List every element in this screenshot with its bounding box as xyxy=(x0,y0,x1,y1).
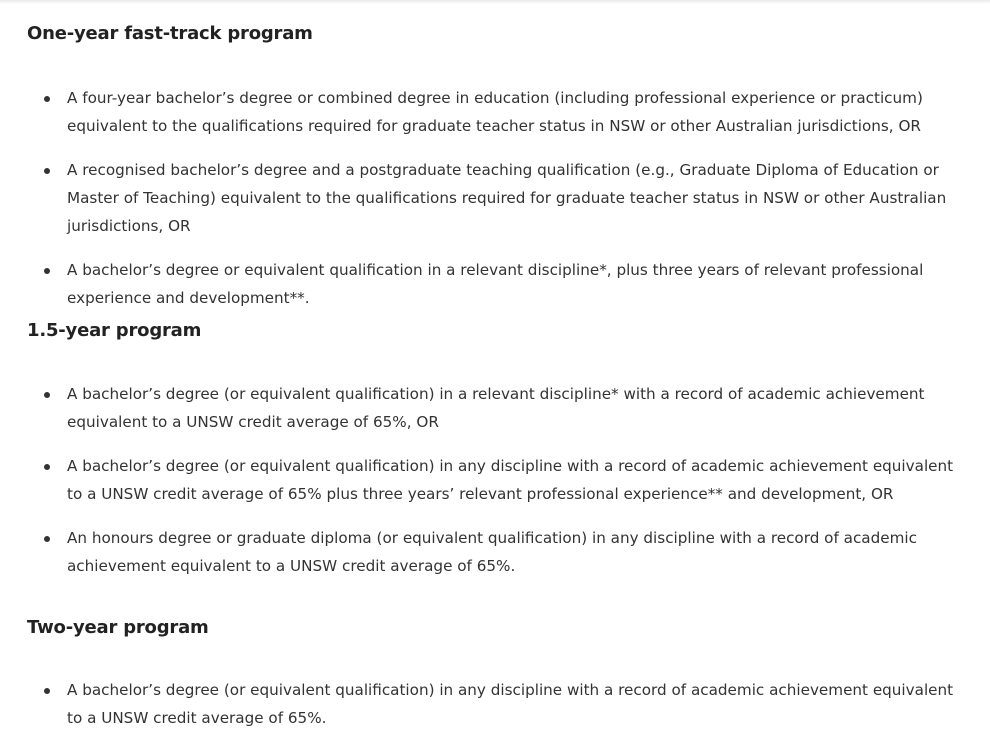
bullet-icon xyxy=(44,96,50,102)
list-item-text: A bachelor’s degree (or equivalent qualification) in a relevant discipline* with a record of academic achievement equivalent to a UNSW credit average of 65%, OR xyxy=(67,385,925,431)
list-item xyxy=(0,676,990,732)
heading-one-year-program: One-year fast-track program xyxy=(27,23,313,44)
list-item xyxy=(0,84,990,140)
list-item-text: A bachelor’s degree (or equivalent qualification) in any discipline with a record of academic achievement equivalent to a UNSW credit average of 65%. xyxy=(67,681,954,727)
list-item xyxy=(0,452,990,508)
top-shadow xyxy=(0,0,990,4)
list-item-text: An honours degree or graduate diploma (or equivalent qualification) in any discipline with a record of academic achievement equivalent to a UNSW credit average of 65%. xyxy=(67,529,917,575)
bullet-icon xyxy=(44,464,50,470)
list-item xyxy=(0,524,990,580)
list-item xyxy=(0,380,990,436)
bullet-icon xyxy=(44,168,50,174)
list-item-text: A recognised bachelor’s degree and a postgraduate teaching qualification (e.g., Graduate Diploma of Education or Master of Teaching) equivalent to the qualifications required for graduate teacher status in NSW or other Australian jurisdictions, OR xyxy=(67,161,947,235)
list-item xyxy=(0,156,990,240)
heading-two-year-program: Two-year program xyxy=(27,617,209,638)
bullet-icon xyxy=(44,392,50,398)
two-year-requirements-list xyxy=(0,676,990,732)
one-year-requirements-list xyxy=(0,84,990,312)
bullet-icon xyxy=(44,536,50,542)
list-item-text: A four-year bachelor’s degree or combined degree in education (including professional experience or practicum) equivalent to the qualifications required for graduate teacher status in NSW or other Australian jurisdictions, OR xyxy=(67,89,923,135)
heading-1-5-year-program: 1.5-year program xyxy=(27,320,202,341)
list-item xyxy=(0,256,990,312)
bullet-icon xyxy=(44,268,50,274)
list-item-text: A bachelor’s degree or equivalent qualification in a relevant discipline*, plus three years of relevant professional experience and development**. xyxy=(67,261,924,307)
bullet-icon xyxy=(44,688,50,694)
one-and-half-year-requirements-list xyxy=(0,380,990,580)
list-item-text: A bachelor’s degree (or equivalent qualification) in any discipline with a record of academic achievement equivalent to a UNSW credit average of 65% plus three years’ relevant professional experience** and development, OR xyxy=(67,457,954,503)
